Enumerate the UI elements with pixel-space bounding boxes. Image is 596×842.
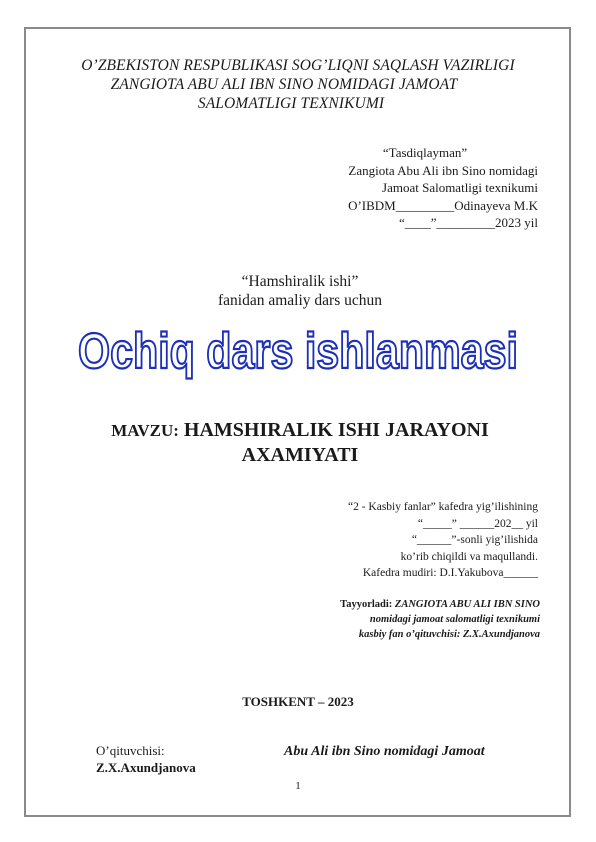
approval-line-2: Jamoat Salomatligi texnikumi <box>382 180 538 195</box>
prepared-line-3: kasbiy fan o’qituvchisi: Z.X.Axundjanova <box>358 629 540 640</box>
subject-line-2: fanidan amaliy dars uchun <box>218 292 382 309</box>
subject-line-1: “Hamshiralik ishi” <box>241 273 359 290</box>
department-line-1: “2 - Kasbiy fanlar” kafedra yig’ilishining <box>347 501 538 513</box>
department-line-5: Kafedra mudiri: D.I.Yakubova______ <box>362 567 538 580</box>
header-line-1: O’ZBEKISTON RESPUBLIKASI SOG’LIQNI SAQLASH VAZIRLIGI <box>81 57 515 74</box>
footer-institution: Abu Ali ibn Sino nomidagi Jamoat <box>284 744 485 759</box>
prepared-line-2: nomidagi jamoat salomatligi texnikumi <box>369 614 540 625</box>
department-line-4: ko’rib chiqildi va maqullandi. <box>400 550 538 563</box>
approval-block <box>348 144 538 232</box>
header-line-2: ZANGIOTA ABU ALI IBN SINO NOMIDAGI JAMOAT <box>110 76 458 93</box>
header-line-3: SALOMATLIGI TEXNIKUMI <box>197 95 385 112</box>
banner-title <box>74 318 522 382</box>
topic-block <box>70 418 530 468</box>
approval-line-3: O’IBDM_________Odinayeva M.K <box>348 197 538 213</box>
banner-text: Ochiq dars ishlanmasi <box>78 323 518 379</box>
teacher-label: O’qituvchisi: <box>96 743 165 758</box>
department-line-3: “______”-sonli yig’ilishida <box>411 534 538 547</box>
banner-wordart <box>74 318 522 382</box>
teacher-name: Z.X.Axundjanova <box>96 760 196 775</box>
teacher-block <box>96 742 196 776</box>
prepared-label: Tayyorladi: <box>340 599 393 610</box>
approval-line-4: “____”_________2023 yil <box>398 215 538 230</box>
approval-line-1: Zangiota Abu Ali ibn Sino nomidagi <box>348 162 538 178</box>
page-number: 1 <box>295 780 301 792</box>
city-year: TOSHKENT – 2023 <box>242 694 354 709</box>
topic-title-line-1: HAMSHIRALIK ISHI JARAYONI <box>183 419 489 441</box>
subject-block <box>100 272 500 310</box>
prepared-line-1: ZANGIOTA ABU ALI IBN SINO <box>394 599 540 610</box>
prepared-block <box>340 597 540 642</box>
ministry-header <box>40 56 556 113</box>
topic-label: MAVZU: <box>111 421 179 440</box>
approval-title: “Tasdiqlayman” <box>382 145 468 160</box>
topic-title-line-2: AXAMIYATI <box>241 444 359 466</box>
department-line-2: “_____” ______202__ yil <box>417 517 538 530</box>
department-block <box>348 499 538 582</box>
